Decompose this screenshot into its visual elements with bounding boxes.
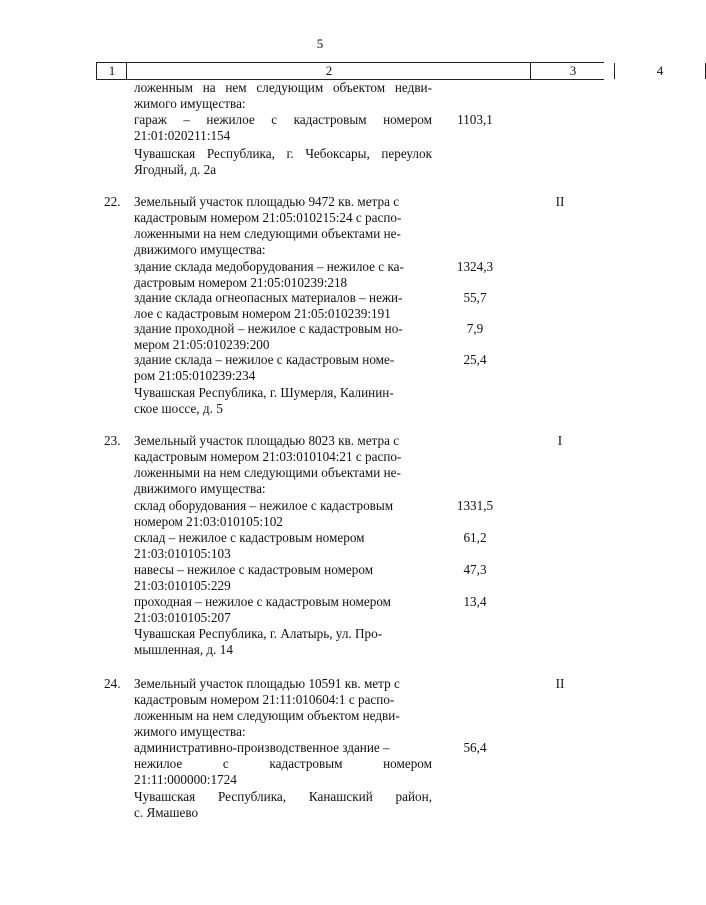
word: кадастровым (269, 756, 343, 771)
cont-object (134, 112, 432, 144)
word: номером (383, 112, 432, 127)
intro-line: Земельный участок площадью 9472 кв. метра с (134, 194, 400, 209)
object-line: 21:03:010105:229 (134, 578, 231, 593)
header-col-1: 1 (96, 63, 127, 79)
address-line: с. Ямашево (134, 805, 199, 820)
entry-24-address (134, 789, 432, 821)
intro-line: ложенными на нем следующими объектами не- (134, 226, 401, 241)
entry-number-22: 22. (104, 194, 121, 209)
word: кадастровым (293, 112, 367, 127)
entry-23-area-4: 13,4 (463, 594, 487, 609)
cont-address (134, 146, 432, 162)
object-line: проходная – нежилое с кадастровым номером (134, 594, 392, 609)
intro-line: кадастровым номером 21:03:010104:21 с распо- (134, 449, 402, 464)
object-line: 21:03:010105:207 (134, 610, 231, 625)
address-line: мышленная, д. 14 (134, 642, 233, 657)
cont-object-line1 (134, 112, 432, 128)
object-line: 21:03:010105:103 (134, 546, 231, 561)
entry-22-area-1: 1324,3 (456, 259, 494, 274)
address-line: Ягодный, д. 2а (134, 162, 217, 177)
entry-22-address (134, 385, 432, 417)
entry-23-intro (134, 433, 432, 497)
entry-category-24: II (555, 676, 565, 691)
object-line: мером 21:05:010239:200 (134, 337, 270, 352)
entry-23-object-2 (134, 530, 432, 562)
cont-intro-2 (134, 96, 432, 112)
object-line: навесы – нежилое с кадастровым номером (134, 562, 374, 577)
entry-22-intro (134, 194, 432, 258)
entry-23-area-3: 47,3 (463, 562, 487, 577)
object-line: номером 21:03:010105:102 (134, 514, 283, 529)
intro-line: движимого имущества: (134, 242, 266, 257)
word: Республика, (218, 789, 287, 804)
entry-22-object-2 (134, 290, 432, 322)
object-line: ром 21:05:010239:234 (134, 368, 256, 383)
entry-24-intro (134, 676, 432, 740)
address-line: Чувашская Республика, г. Алатырь, ул. Про- (134, 626, 383, 641)
entry-number-24: 24. (104, 676, 121, 691)
object-line: склад – нежилое с кадастровым номером (134, 530, 365, 545)
intro-line: ложенным на нем следующим объектом недви- (134, 708, 400, 723)
word: номером (383, 756, 432, 771)
cont-address-2 (134, 162, 432, 178)
word: Канашский (308, 789, 373, 804)
intro-line: кадастровым номером 21:11:010604:1 с распо- (134, 692, 395, 707)
entry-23-address (134, 626, 432, 658)
word: нежилое (134, 756, 183, 771)
entry-24-object (134, 740, 432, 788)
word: с (222, 756, 229, 771)
table-header (96, 62, 664, 80)
entry-22-object-1 (134, 259, 432, 291)
object-line: здание проходной – нежилое с кадастровым но- (134, 321, 403, 336)
cont-intro (134, 80, 432, 96)
address-line: Чувашская Республика, г. Шумерля, Калинин- (134, 385, 394, 400)
entry-23-object-4 (134, 594, 432, 626)
intro-line: ложенными на нем следующими объектами не- (134, 465, 401, 480)
entry-category-23: I (557, 433, 563, 448)
header-col-2: 2 (126, 63, 531, 79)
word: Чувашская (134, 789, 196, 804)
header-col-4: 4 (614, 63, 706, 79)
cont-area: 1103,1 (457, 112, 493, 127)
word: район, (395, 789, 432, 804)
header-col-3: 3 (530, 63, 615, 79)
object-line: здание склада медоборудования – нежилое с ка- (134, 259, 404, 274)
entry-24-area: 56,4 (463, 740, 487, 755)
entry-23-object-3 (134, 562, 432, 594)
entry-22-area-4: 25,4 (463, 352, 487, 367)
object-line (134, 756, 432, 772)
entry-22-object-3 (134, 321, 432, 353)
entry-23-area-1: 1331,5 (456, 498, 494, 513)
object-line: 21:11:000000:1724 (134, 772, 237, 787)
address-line: Чувашская Республика, г. Чебоксары, переулок (134, 146, 432, 161)
address-line: ское шоссе, д. 5 (134, 401, 223, 416)
intro-line: Земельный участок площадью 8023 кв. метра с (134, 433, 400, 448)
object-line: дастровым номером 21:05:010239:218 (134, 275, 348, 290)
object-line: лое с кадастровым номером 21:05:010239:191 (134, 306, 391, 321)
entry-23-object-1 (134, 498, 432, 530)
cont-line: жимого имущества: (134, 96, 246, 111)
word: гараж (134, 112, 167, 127)
intro-line: движимого имущества: (134, 481, 266, 496)
page-number: 5 (316, 36, 324, 51)
object-line: склад оборудования – нежилое с кадастровым (134, 498, 394, 513)
entry-22-area-3: 7,9 (466, 321, 484, 336)
entry-23-area-2: 61,2 (463, 530, 487, 545)
intro-line: Земельный участок площадью 10591 кв. метр с (134, 676, 400, 691)
entry-number-23: 23. (104, 433, 121, 448)
word: нежилое (206, 112, 255, 127)
word: – (183, 112, 190, 127)
intro-line: жимого имущества: (134, 724, 246, 739)
entry-22-area-2: 55,7 (463, 290, 487, 305)
entry-category-22: II (555, 194, 565, 209)
object-line: здание склада огнеопасных материалов – нежи- (134, 290, 403, 305)
object-line: административно-производственное здание – (134, 740, 390, 755)
intro-line: кадастровым номером 21:05:010215:24 с распо- (134, 210, 402, 225)
object-line: здание склада – нежилое с кадастровым номе- (134, 352, 395, 367)
cont-line: ложенным на нем следующим объектом недви- (134, 80, 432, 95)
address-line (134, 789, 432, 805)
cont-object-line2: 21:01:020211:154 (134, 128, 231, 143)
entry-22-object-4 (134, 352, 432, 384)
word: с (271, 112, 278, 127)
